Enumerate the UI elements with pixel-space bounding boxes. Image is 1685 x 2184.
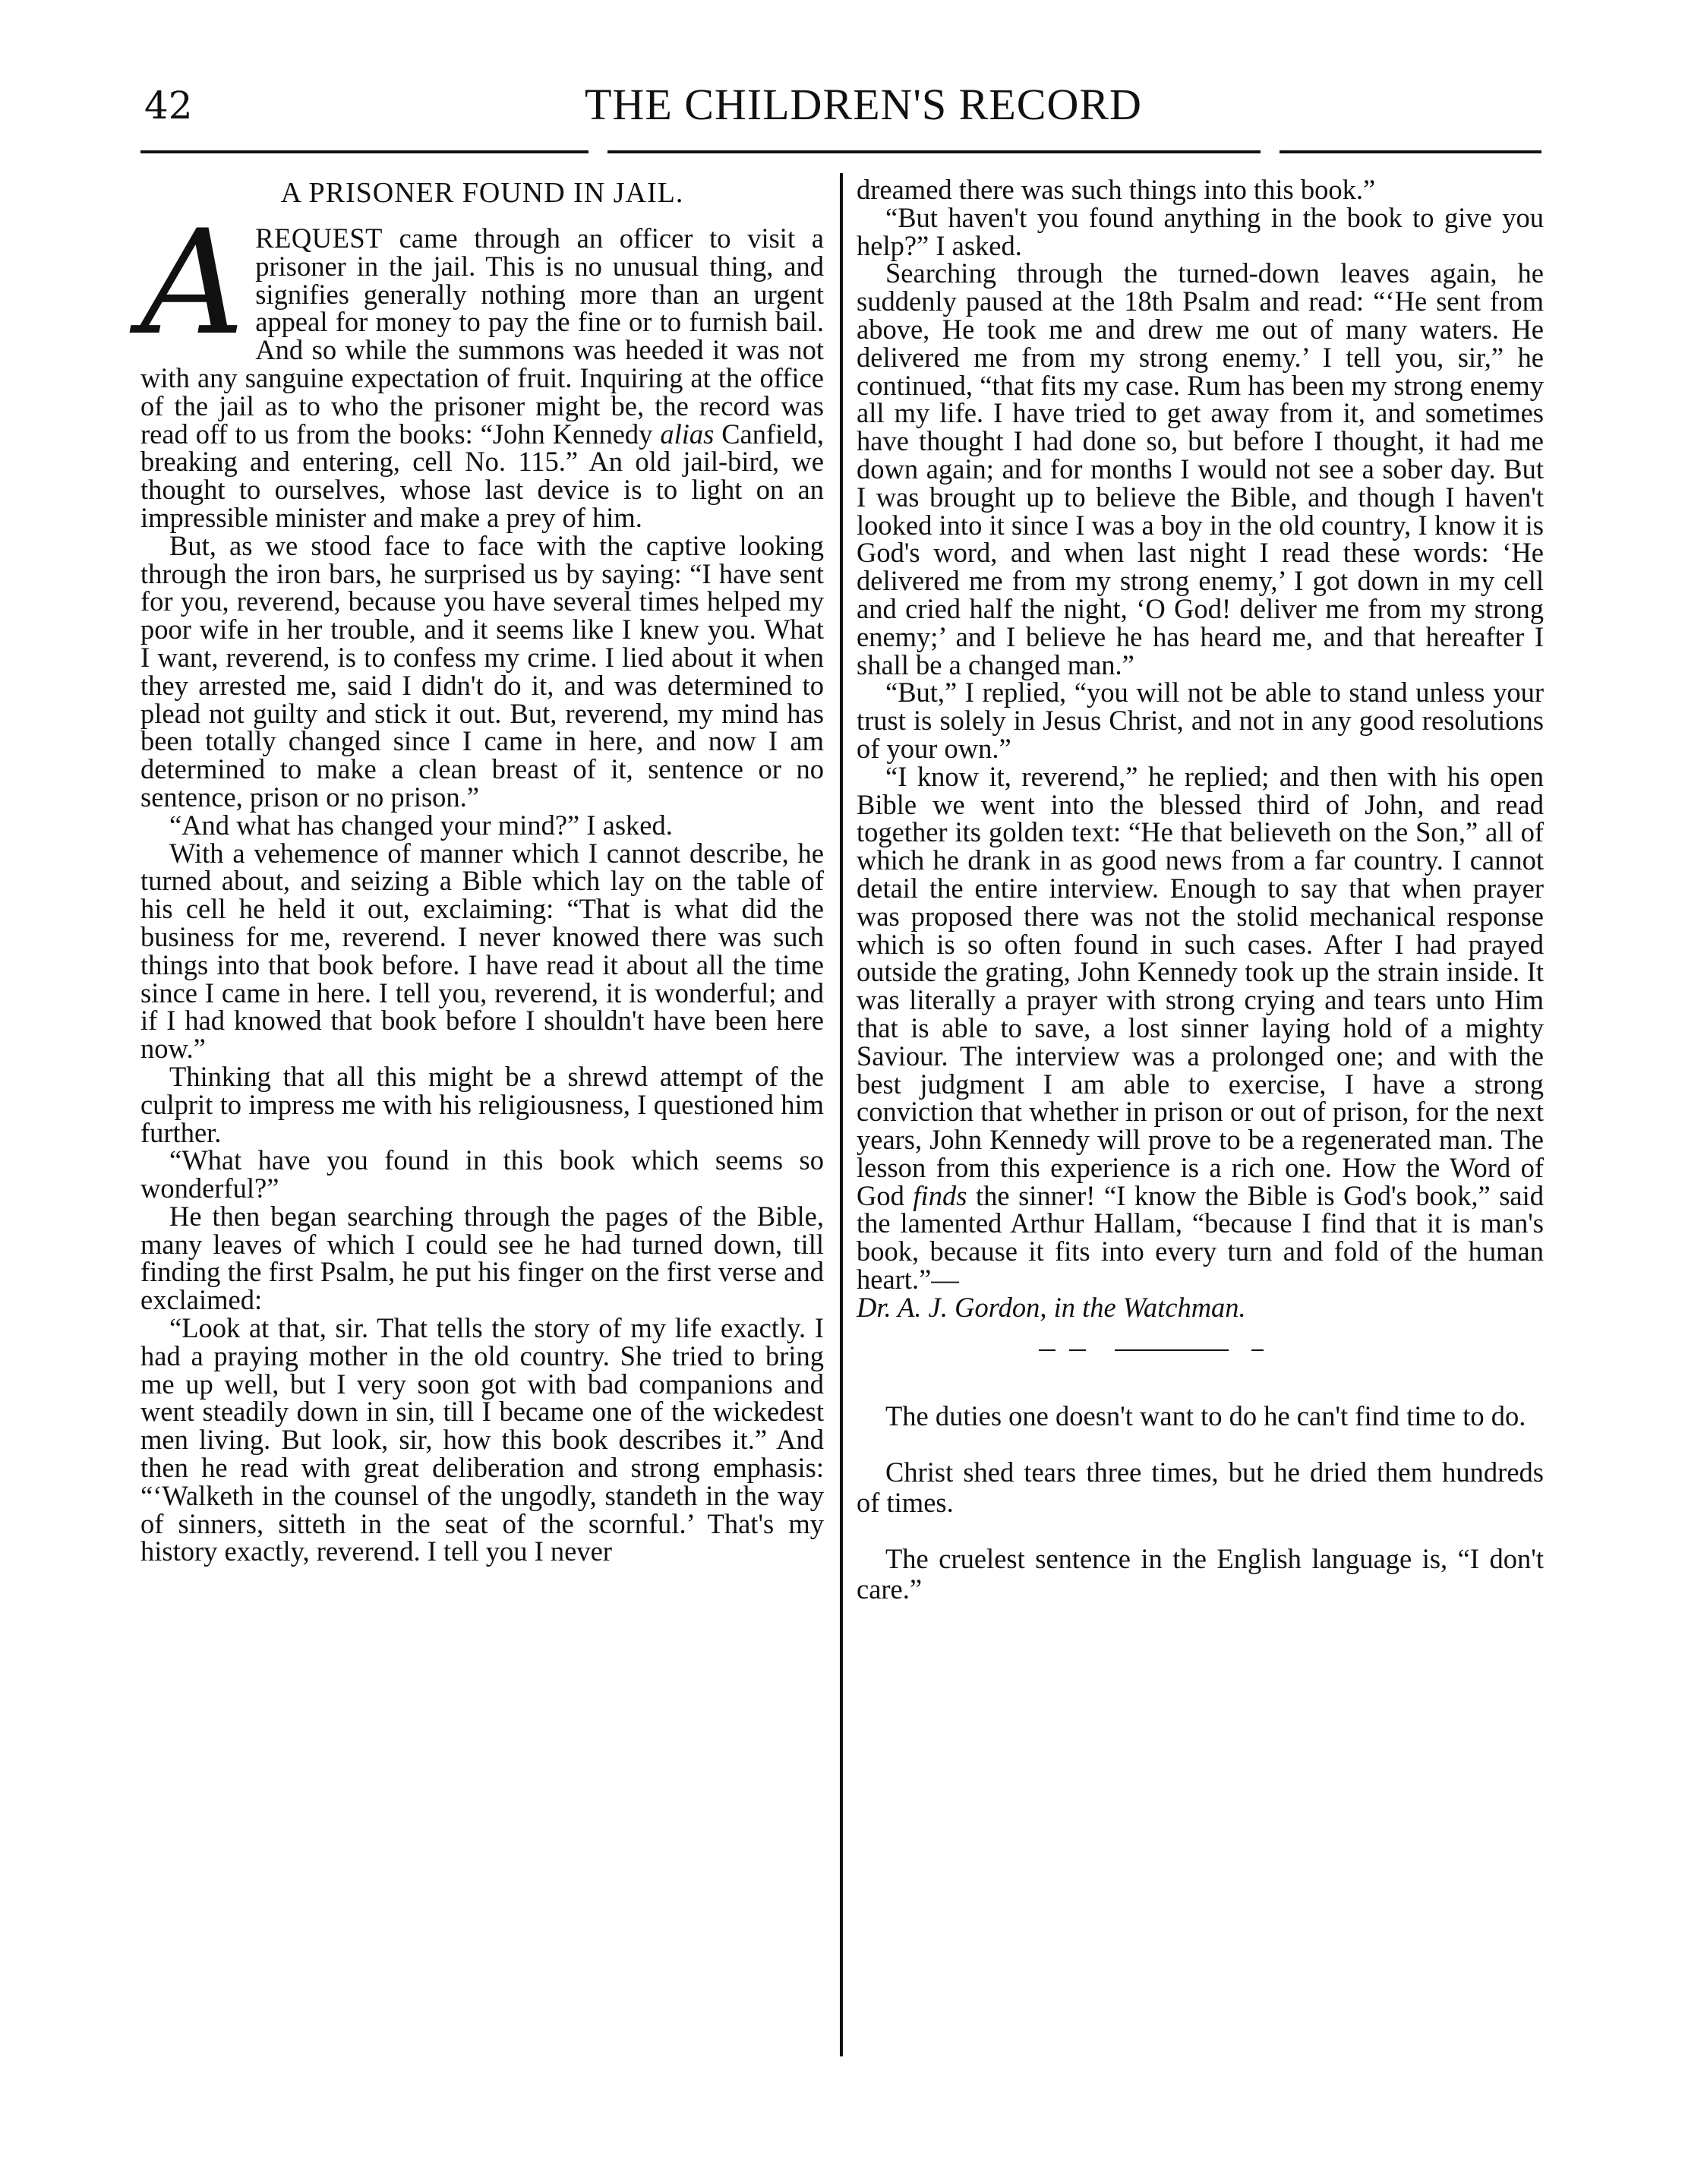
article-paragraph [140, 199, 825, 533]
article-paragraph: He then began searching through the pages of the Bible, many leaves of which I could see he had turned down, till finding the first Psalm, he put his finger on the first verse and exclaimed: [140, 1200, 824, 1316]
article-paragraph: “Look at that, sir. That tells the story of my life exactly. I had a praying mother in the old country. She tried to bring me up well, but I very soon got with bad companions and went steadily down in sin, till I became one of the wickedest men living. But look, sir, how this book describes it.” And then he read with great deliberation and strong emphasis: “‘Walketh in the counsel of the ungodly, standeth in the way of sinners, sitteth in the seat of the scornful.’ That's my history exactly, reverend. I tell you I never [140, 1312, 824, 1567]
article-paragraph: “And what has changed your mind?” I asked. [169, 809, 673, 841]
column-divider [840, 173, 843, 2056]
italic-word: alias [660, 418, 715, 450]
article-signature: Dr. A. J. Gordon, in the Watchman. [857, 1291, 1246, 1323]
article-paragraph: “What have you found in this book which seems so wonderful?” [140, 1144, 824, 1204]
running-title: THE CHILDREN'S RECORD [585, 80, 1142, 129]
drop-cap: A [140, 199, 245, 367]
article-paragraph: But, as we stood face to face with the captive looking through the iron bars, he surprised us by saying: “I have sent for you, reverend, because you have several times helped my poor wife in her trouble, and it seems like I knew you. What I want, reverend, is to confess my crime. I lied about it when they arrested me, said I didn't do it, and was determined to plead not guilty and stick it out. But, reverend, my mind has been totally changed since I came in here, and now I am determined to make a clean breast of it, sentence or no sentence, prison or no prison.” [140, 529, 824, 813]
right-column [857, 176, 1544, 1630]
header-rule-right [1280, 150, 1541, 153]
filler-item: Christ shed tears three times, but he dried them hundreds of times. [857, 1456, 1544, 1518]
paragraph-text: came through an officer to visit a prisoner in the jail. This is no unusual thing, and signifies generally nothing more than an urgent appeal for money to pay the fine or to furnish bail. And so while the summons was heeded it was not with any sanguine expectation of fruit. Inquiring at the office of the jail as to who the prisoner might be, the record was read off to us from the books: “John Kennedy [140, 223, 824, 450]
lead-word: REQUEST [255, 223, 383, 254]
article-paragraph: dreamed there was such things into this book.” [857, 174, 1376, 205]
page-number: 42 [144, 84, 193, 128]
italic-word: finds [913, 1179, 967, 1211]
left-column [140, 176, 824, 1566]
article-title: A PRISONER FOUND IN JAIL. [280, 177, 684, 209]
header-rule-left [140, 150, 588, 153]
page-header [137, 76, 1541, 137]
article-paragraph: “But haven't you found anything in the book to give you help?” I asked. [857, 201, 1544, 261]
header-rule-middle [607, 150, 1261, 153]
paragraph-text: “I know it, reverend,” he replied; and then with his open Bible we went into the blessed third of John, and read together its golden text: “He that believeth on the Son,” all of which he drank in as good news from a far country. I cannot detail the entire interview. Enough to say that when prayer was proposed there was not the stolid mechanical response which is so often found in such cases. After I had prayed outside the grating, John Kennedy took up the strain inside. It was literally a prayer with strong crying and tears unto Him that is able to save, a lost sinner laying hold of a mighty Saviour. The interview was a prolonged one; and with the best judgment I am able to exercise, I have a strong conviction that whether in prison or out of prison, for the next years, John Kennedy will prove to be a regenerated man. The lesson from this experience is a rich one. How the Word of God [857, 760, 1544, 1211]
filler-item: The cruelest sentence in the English language is, “I don't care.” [857, 1542, 1544, 1605]
section-divider [857, 1322, 1544, 1375]
paragraph-text: Canfield, breaking and entering, cell No. 115.” An old jail-bird, we thought to ourselves, whose last device is to light on an impressible minister and make a prey of him. [140, 418, 825, 533]
article-paragraph: Searching through the turned-down leaves again, he suddenly paused at the 18th Psalm and read: “‘He sent from above, He took me and drew me out of many waters. He delivered me from my strong enemy.’ I tell you, sir,” he continued, “that fits my case. Rum has been my strong enemy all my life. I have tried to get away from it, and sometimes have thought I had done so, but before I thought, it had me down again; and for months I would not see a sober day. But I was brought up to believe the Bible, and though I haven't looked into it since I was a boy in the old country, I know it is God's word, and when last night I read these words: ‘He delivered me from my strong enemy,’ I got down in my cell and cried half the night, ‘O God! deliver me from my strong enemy;’ and I believe he has heard me, and that hereafter I shall be a changed man.” [857, 257, 1544, 680]
article-paragraph [857, 760, 1545, 1296]
article-paragraph: With a vehemence of manner which I cannot describe, he turned about, and seizing a Bible which lay on the table of his cell he held it out, exclaiming: “That is what did the business for me, reverend. I never knowed there was such things into that book before. I have read it about all the time since I came in here. I tell you, reverend, it is wonderful; and if I had knowed that book before I shouldn't have been here now.” [140, 837, 824, 1065]
filler-item: The duties one doesn't want to do he can't find time to do. [885, 1400, 1526, 1431]
paragraph-text: the sinner! “I know the Bible is God's book,” said the lamented Arthur Hallam, “because I find that it is man's book, because it fits into every turn and fold of the human heart.”— [857, 1179, 1545, 1296]
article-paragraph: Thinking that all this might be a shrewd attempt of the culprit to impress me with his religiousness, I questioned him further. [140, 1060, 824, 1148]
filler-list [857, 1401, 1544, 1605]
article-paragraph: “But,” I replied, “you will not be able to stand unless your trust is solely in Jesus Christ, and not in any good resolutions of your own.” [857, 677, 1544, 764]
